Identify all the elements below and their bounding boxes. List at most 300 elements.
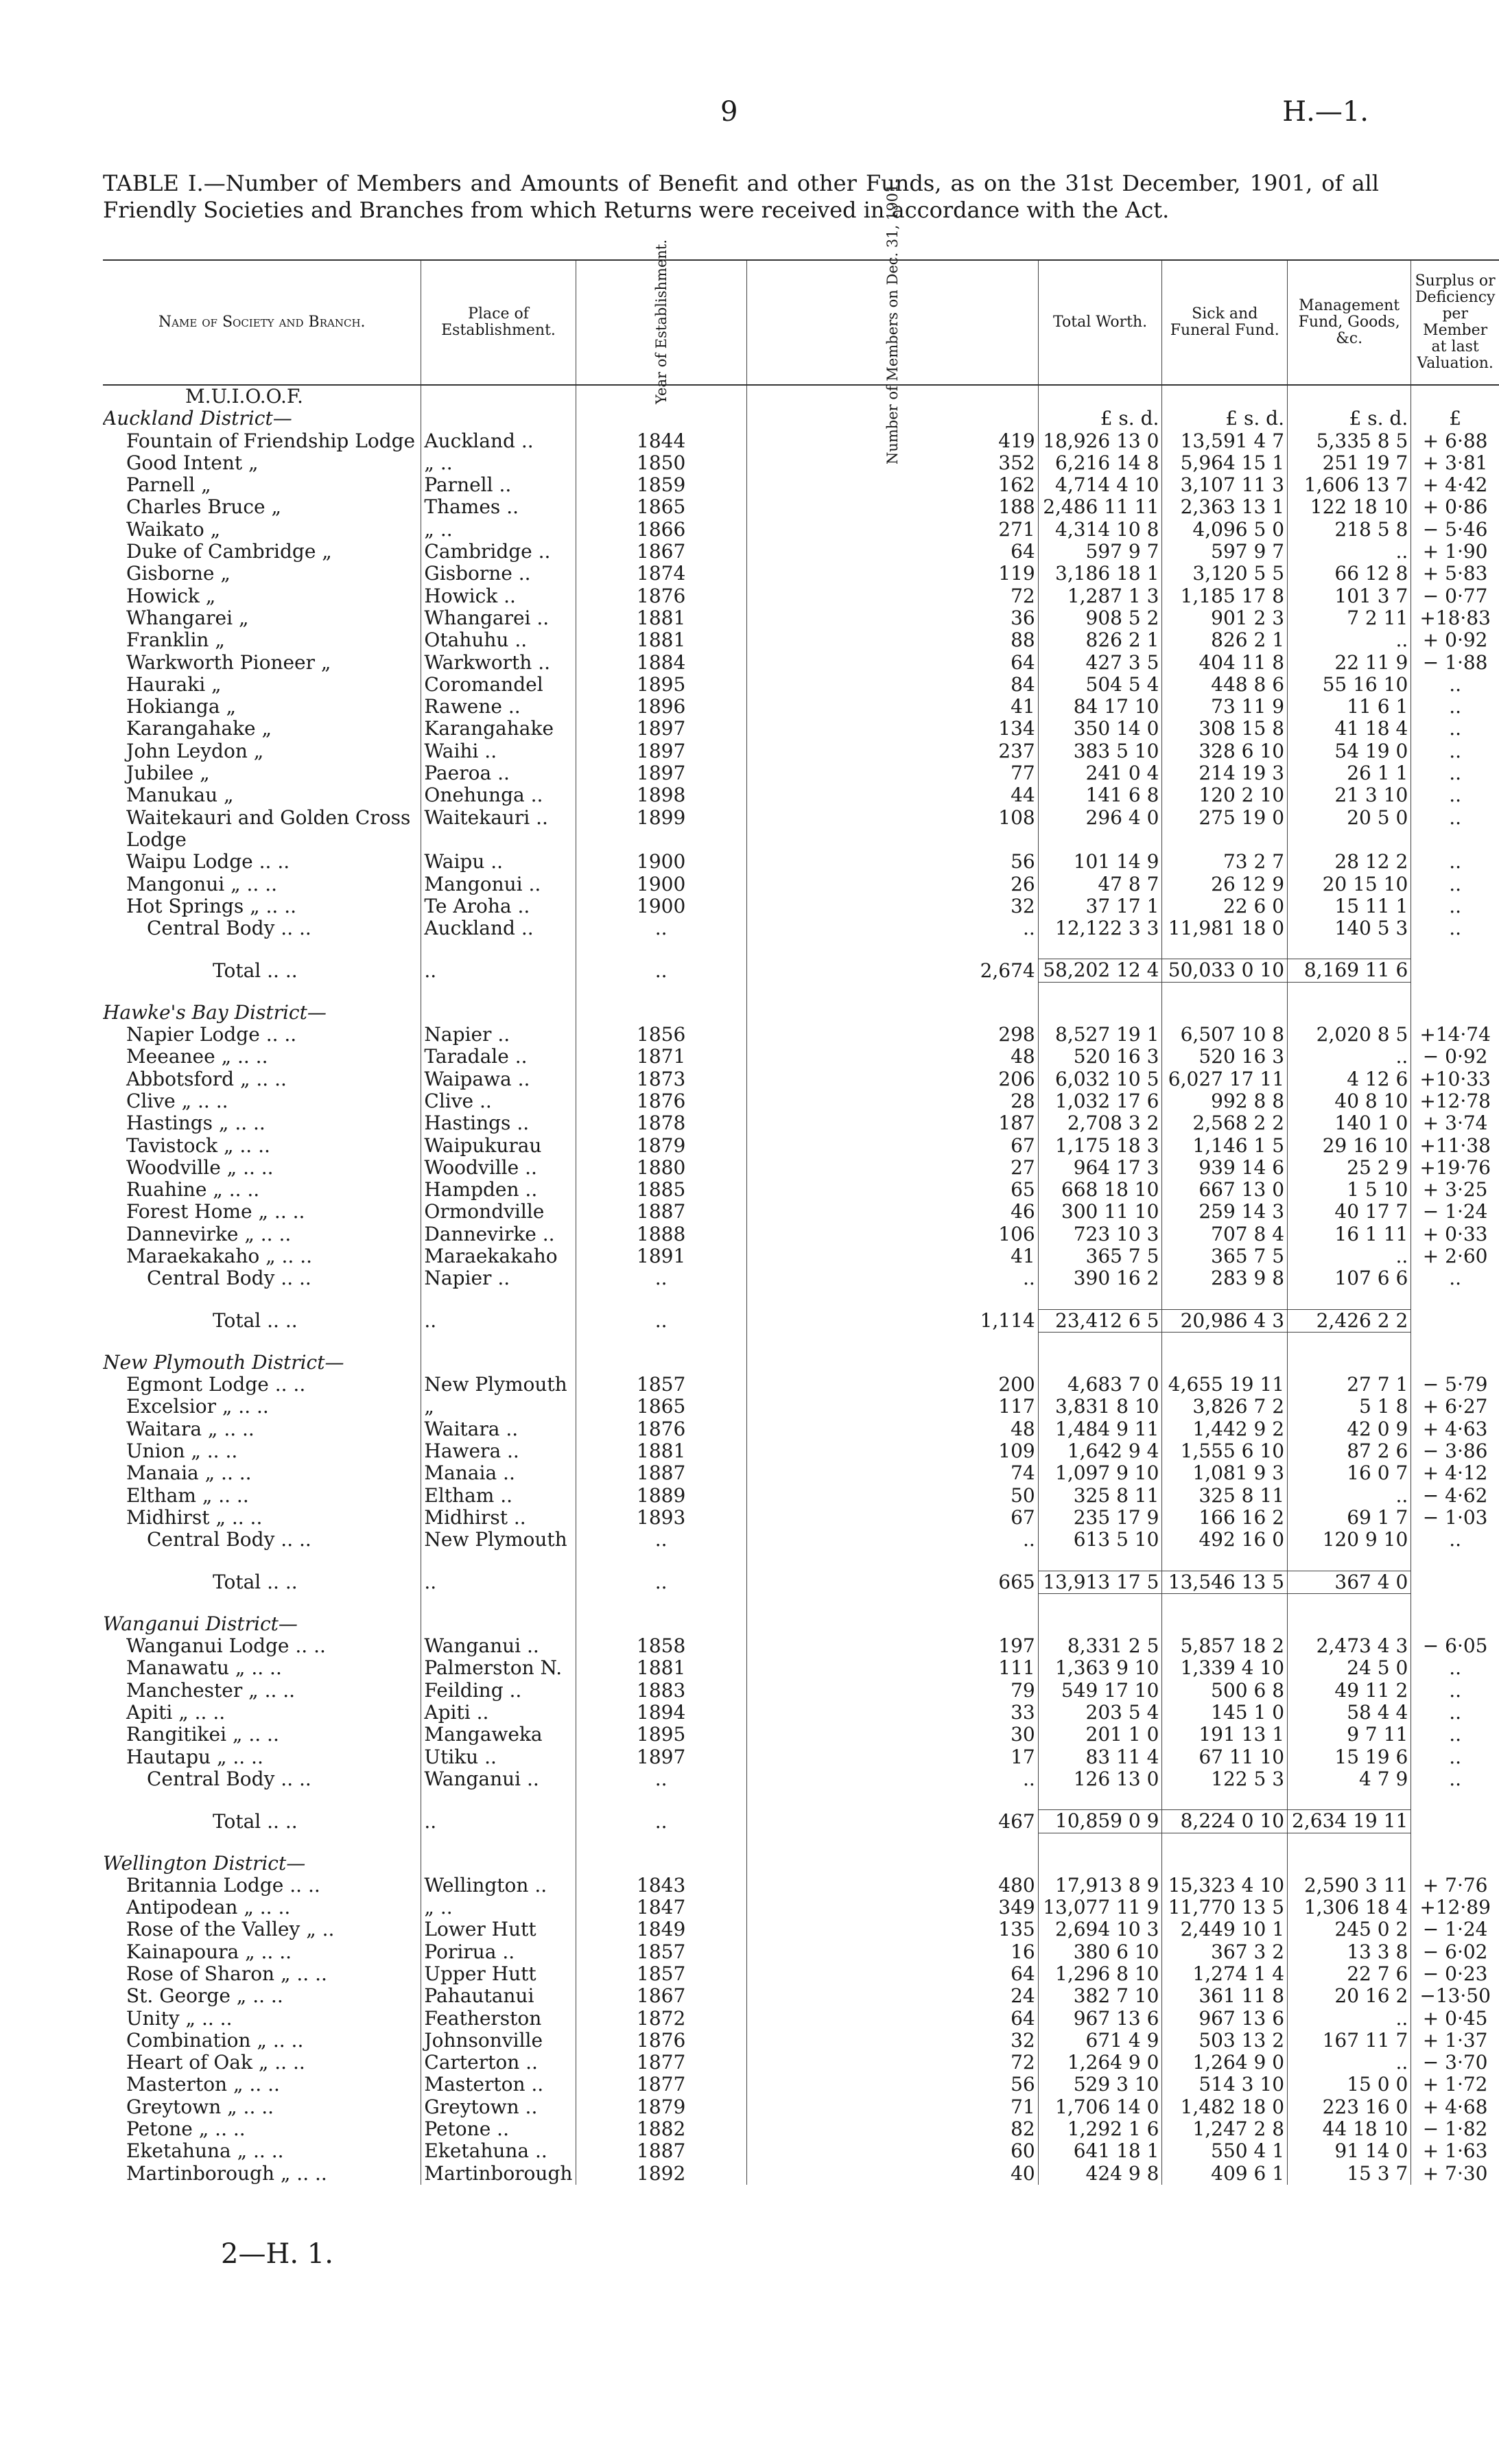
- cell-management-fund: 11 6 1: [1288, 696, 1411, 718]
- cell-surplus: − 0·77: [1411, 585, 1499, 607]
- cell-total-worth: 17,913 8 9: [1038, 1875, 1162, 1897]
- cell-surplus: ..: [1411, 1702, 1499, 1724]
- cell-surplus: + 4·42: [1411, 474, 1499, 496]
- cell-year: ..: [576, 1810, 746, 1833]
- cell-place: Paeroa ..: [421, 762, 576, 784]
- cell-name: Ruahine „ .. ..: [126, 1179, 260, 1201]
- cell-total-worth: 2,694 10 3: [1038, 1919, 1162, 1940]
- cell-total-worth: 641 18 1: [1038, 2140, 1162, 2162]
- cell-name: Central Body .. ..: [147, 1529, 311, 1551]
- cell-place: Waipu ..: [421, 851, 576, 873]
- cell-members: 1,114: [746, 1309, 1038, 1332]
- cell-management-fund: 49 11 2: [1288, 1680, 1411, 1702]
- cell-year: 1881: [576, 1657, 746, 1679]
- cell-sick-fund: 15,323 4 10: [1162, 1875, 1288, 1897]
- cell-members: [746, 1853, 1038, 1875]
- table-caption-label: TABLE I.: [103, 170, 204, 196]
- cell-management-fund: 20 15 10: [1288, 873, 1411, 895]
- cell-place: ..: [421, 1309, 576, 1332]
- table-row: [103, 674, 1499, 696]
- cell-year: 1891: [576, 1245, 746, 1267]
- table-row: [103, 895, 1499, 917]
- cell-management-fund: 40 17 7: [1288, 1201, 1411, 1223]
- cell-year: 1897: [576, 1746, 746, 1768]
- cell-management-fund: [1288, 385, 1411, 408]
- cell-members: 108: [746, 807, 1038, 829]
- cell-management-fund: 4 7 9: [1288, 1768, 1411, 1790]
- cell-total-worth: 6,216 14 8: [1038, 452, 1162, 474]
- cell-total-worth: 241 0 4: [1038, 762, 1162, 784]
- cell-name: [103, 1551, 421, 1571]
- cell-total-worth: [1038, 939, 1162, 959]
- cell-management-fund: 28 12 2: [1288, 851, 1411, 873]
- col-header-surplus: Surplus or Deficiency per Member at last Valuation.: [1411, 260, 1499, 385]
- cell-management-fund: 22 11 9: [1288, 652, 1411, 674]
- cell-surplus: + 4·63: [1411, 1418, 1499, 1440]
- cell-management-fund: [1288, 1833, 1411, 1853]
- cell-management-fund: [1288, 982, 1411, 1002]
- cell-year: 1878: [576, 1112, 746, 1134]
- cell-name: [103, 939, 421, 959]
- cell-sick-fund: 967 13 6: [1162, 2008, 1288, 2030]
- cell-year: 1881: [576, 629, 746, 651]
- table-row: [103, 1179, 1499, 1201]
- cell-name: Antipodean „ .. ..: [126, 1897, 291, 1919]
- cell-name: Gisborne „: [126, 563, 231, 585]
- cell-surplus: − 1·24: [1411, 1201, 1499, 1223]
- col-header-year-text: Year of Establishment.: [652, 239, 670, 405]
- col-header-total-worth: Total Worth.: [1038, 260, 1162, 385]
- cell-surplus: − 3·70: [1411, 2052, 1499, 2074]
- table-row: [103, 1635, 1499, 1657]
- cell-members: 26: [746, 873, 1038, 895]
- cell-year: 1847: [576, 1897, 746, 1919]
- cell-members: 84: [746, 674, 1038, 696]
- cell-total-worth: 13,913 17 5: [1038, 1571, 1162, 1593]
- cell-name: Good Intent „: [126, 451, 259, 474]
- cell-place: [421, 1332, 576, 1352]
- cell-sick-fund: 308 15 8: [1162, 718, 1288, 740]
- cell-total-worth: 427 3 5: [1038, 652, 1162, 674]
- cell-total-worth: 126 13 0: [1038, 1768, 1162, 1790]
- table-row: [103, 1112, 1499, 1134]
- cell-name: Duke of Cambridge „: [126, 541, 332, 563]
- table-row: [103, 1046, 1499, 1068]
- cell-name: [103, 1290, 421, 1310]
- cell-year: ..: [576, 1768, 746, 1790]
- cell-members: 117: [746, 1396, 1038, 1418]
- cell-management-fund: 367 4 0: [1288, 1571, 1411, 1593]
- cell-sick-fund: 26 12 9: [1162, 873, 1288, 895]
- cell-total-worth: 203 5 4: [1038, 1702, 1162, 1724]
- cell-surplus: ..: [1411, 762, 1499, 784]
- cell-surplus: [1411, 1352, 1499, 1374]
- cell-management-fund: 5 1 8: [1288, 1396, 1411, 1418]
- cell-management-fund: 218 5 8: [1288, 519, 1411, 541]
- table-row: [103, 519, 1499, 541]
- cell-place: Midhirst ..: [421, 1507, 576, 1529]
- cell-place: [421, 1551, 576, 1571]
- cell-surplus: [1411, 1002, 1499, 1024]
- cell-name: Charles Bruce „: [126, 496, 281, 519]
- table-row: [103, 1485, 1499, 1507]
- cell-surplus: [1411, 1790, 1499, 1810]
- table-row: [103, 1201, 1499, 1223]
- cell-place: Waitara ..: [421, 1418, 576, 1440]
- cell-place: [421, 1853, 576, 1875]
- cell-year: 1872: [576, 2008, 746, 2030]
- cell-name: Tavistock „ .. ..: [126, 1134, 270, 1157]
- cell-name: Excelsior „ .. ..: [126, 1396, 269, 1418]
- cell-total-worth: [1038, 1593, 1162, 1613]
- cell-members: [746, 1833, 1038, 1853]
- cell-total-worth: 967 13 6: [1038, 2008, 1162, 2030]
- cell-management-fund: 2,426 2 2: [1288, 1309, 1411, 1332]
- cell-surplus: + 6·88: [1411, 430, 1499, 452]
- cell-year: 1874: [576, 563, 746, 585]
- cell-place: Onehunga ..: [421, 784, 576, 806]
- cell-sick-fund: 1,482 18 0: [1162, 2096, 1288, 2118]
- col-header-year: [576, 239, 746, 405]
- cell-sick-fund: 328 6 10: [1162, 740, 1288, 762]
- table-row: [103, 452, 1499, 474]
- cell-sick-fund: 1,247 2 8: [1162, 2118, 1288, 2140]
- cell-total-worth: 58,202 12 4: [1038, 959, 1162, 982]
- cell-surplus: + 0·86: [1411, 496, 1499, 518]
- table-header-row: [103, 260, 1499, 385]
- cell-management-fund: 22 7 6: [1288, 1963, 1411, 1985]
- cell-total-worth: 1,175 18 3: [1038, 1135, 1162, 1157]
- cell-sick-fund: 22 6 0: [1162, 895, 1288, 917]
- cell-sick-fund: [1162, 1790, 1288, 1810]
- cell-members: 56: [746, 851, 1038, 873]
- total-row: [103, 1309, 1499, 1332]
- cell-management-fund: 20 16 2: [1288, 1985, 1411, 2007]
- cell-management-fund: 7 2 11: [1288, 607, 1411, 629]
- cell-members: 67: [746, 1135, 1038, 1157]
- cell-members: 88: [746, 629, 1038, 651]
- cell-year: 1849: [576, 1919, 746, 1940]
- cell-year: 1876: [576, 1090, 746, 1112]
- cell-members: [746, 1332, 1038, 1352]
- cell-members: 106: [746, 1223, 1038, 1245]
- cell-members: 46: [746, 1201, 1038, 1223]
- cell-surplus: ..: [1411, 807, 1499, 829]
- cell-members: 41: [746, 1245, 1038, 1267]
- spacer-row: [103, 939, 1499, 959]
- cell-name: Waitekauri and Golden Cross: [126, 806, 411, 829]
- cell-management-fund: [1288, 1613, 1411, 1635]
- cell-management-fund: ..: [1288, 2008, 1411, 2030]
- cell-members: 206: [746, 1068, 1038, 1090]
- cell-year: 1887: [576, 1462, 746, 1484]
- cell-management-fund: [1288, 1551, 1411, 1571]
- cell-management-fund: 2,473 4 3: [1288, 1635, 1411, 1657]
- cell-surplus: + 1·37: [1411, 2030, 1499, 2052]
- cell-place: Apiti ..: [421, 1702, 576, 1724]
- cell-name: Clive „ .. ..: [126, 1090, 228, 1112]
- cell-total-worth: [1038, 1002, 1162, 1024]
- cell-sick-fund: 992 8 8: [1162, 1090, 1288, 1112]
- cell-year: [576, 1833, 746, 1853]
- table-row: [103, 740, 1499, 762]
- cell-total-worth: 1,097 9 10: [1038, 1462, 1162, 1484]
- cell-surplus: + 3·25: [1411, 1179, 1499, 1201]
- cell-name: Combination „ .. ..: [126, 2029, 304, 2052]
- cell-sick-fund: 520 16 3: [1162, 1046, 1288, 1068]
- cell-total-worth: 1,706 14 0: [1038, 2096, 1162, 2118]
- cell-surplus: [1411, 1332, 1499, 1352]
- cell-surplus: ..: [1411, 1657, 1499, 1679]
- cell-members: 67: [746, 1507, 1038, 1529]
- cell-management-fund: 40 8 10: [1288, 1090, 1411, 1112]
- cell-management-fund: 69 1 7: [1288, 1507, 1411, 1529]
- cell-name: Fountain of Friendship Lodge: [126, 430, 416, 452]
- cell-members: [746, 1613, 1038, 1635]
- cell-place: [421, 1002, 576, 1024]
- cell-year: 1889: [576, 1485, 746, 1507]
- cell-year: 1900: [576, 873, 746, 895]
- cell-management-fund: £ s. d.: [1288, 408, 1411, 430]
- cell-name: Eketahuna „ .. ..: [126, 2140, 284, 2163]
- cell-place: Johnsonville: [421, 2030, 576, 2052]
- cell-place: Waihi ..: [421, 740, 576, 762]
- district-header-row: [103, 1853, 1499, 1875]
- cell-management-fund: 2,634 19 11: [1288, 1810, 1411, 1833]
- cell-place: Hastings ..: [421, 1112, 576, 1134]
- cell-members: 48: [746, 1046, 1038, 1068]
- cell-name: Lodge: [126, 828, 187, 851]
- cell-members: [746, 1290, 1038, 1310]
- cell-surplus: [1411, 1551, 1499, 1571]
- cell-sick-fund: 20,986 4 3: [1162, 1309, 1288, 1332]
- cell-management-fund: [1288, 1352, 1411, 1374]
- total-row: [103, 1810, 1499, 1833]
- table-row: [103, 563, 1499, 585]
- cell-place: Hawera ..: [421, 1440, 576, 1462]
- cell-year: 1897: [576, 718, 746, 740]
- cell-name: [103, 1833, 421, 1853]
- cell-year: [576, 982, 746, 1002]
- cell-place: Ormondville: [421, 1201, 576, 1223]
- cell-management-fund: 1 5 10: [1288, 1179, 1411, 1201]
- cell-place: „ ..: [421, 519, 576, 541]
- cell-members: 162: [746, 474, 1038, 496]
- cell-place: Wellington ..: [421, 1875, 576, 1897]
- table-row: [103, 1702, 1499, 1724]
- cell-total-worth: [1038, 1613, 1162, 1635]
- cell-year: 1866: [576, 519, 746, 541]
- cell-name: Wanganui Lodge .. ..: [126, 1635, 326, 1658]
- cell-members: 349: [746, 1897, 1038, 1919]
- cell-management-fund: 66 12 8: [1288, 563, 1411, 585]
- cell-management-fund: 26 1 1: [1288, 762, 1411, 784]
- cell-members: 17: [746, 1746, 1038, 1768]
- table-row: [103, 873, 1499, 895]
- cell-management-fund: 24 5 0: [1288, 1657, 1411, 1679]
- cell-surplus: [1411, 1833, 1499, 1853]
- cell-surplus: − 1·03: [1411, 1507, 1499, 1529]
- cell-place: Feilding ..: [421, 1680, 576, 1702]
- cell-total-worth: 826 2 1: [1038, 629, 1162, 651]
- cell-sick-fund: 1,146 1 5: [1162, 1135, 1288, 1157]
- cell-name: Karangahake „: [126, 718, 272, 740]
- cell-total-worth: £ s. d.: [1038, 408, 1162, 430]
- cell-members: 64: [746, 2008, 1038, 2030]
- cell-name: Waipu Lodge .. ..: [126, 851, 290, 873]
- cell-sick-fund: 11,981 18 0: [1162, 917, 1288, 939]
- cell-total-worth: 2,708 3 2: [1038, 1112, 1162, 1134]
- table-row: [103, 1462, 1499, 1484]
- cell-name: [103, 982, 421, 1002]
- table-row: [103, 1941, 1499, 1963]
- cell-year: 1883: [576, 1680, 746, 1702]
- cell-name: New Plymouth District—: [103, 1351, 344, 1374]
- cell-name: Rangitikei „ .. ..: [126, 1724, 279, 1746]
- cell-sick-fund: 1,442 9 2: [1162, 1418, 1288, 1440]
- cell-management-fund: 15 19 6: [1288, 1746, 1411, 1768]
- cell-sick-fund: 3,120 5 5: [1162, 563, 1288, 585]
- cell-members: 119: [746, 563, 1038, 585]
- cell-surplus: − 0·23: [1411, 1963, 1499, 1985]
- cell-members: ..: [746, 917, 1038, 939]
- table-row: [103, 829, 1499, 851]
- cell-surplus: [1411, 982, 1499, 1002]
- cell-name: Franklin „: [126, 629, 225, 652]
- cell-year: 1879: [576, 1135, 746, 1157]
- cell-place: Gisborne ..: [421, 563, 576, 585]
- table-row: [103, 1245, 1499, 1267]
- cell-surplus: −13·50: [1411, 1985, 1499, 2007]
- cell-total-worth: [1038, 1332, 1162, 1352]
- cell-sick-fund: 3,826 7 2: [1162, 1396, 1288, 1418]
- table-row: [103, 1657, 1499, 1679]
- cell-management-fund: 5,335 8 5: [1288, 430, 1411, 452]
- cell-year: ..: [576, 1267, 746, 1289]
- cell-management-fund: 20 5 0: [1288, 807, 1411, 829]
- cell-year: [576, 1352, 746, 1374]
- cell-sick-fund: 122 5 3: [1162, 1768, 1288, 1790]
- cell-total-worth: 1,292 1 6: [1038, 2118, 1162, 2140]
- cell-place: Karangahake: [421, 718, 576, 740]
- cell-management-fund: ..: [1288, 1245, 1411, 1267]
- cell-sick-fund: [1162, 1551, 1288, 1571]
- cell-name: [103, 1332, 421, 1352]
- cell-name: Total .. ..: [213, 1309, 298, 1333]
- cell-name: Union „ .. ..: [126, 1440, 238, 1463]
- cell-place: Auckland ..: [421, 917, 576, 939]
- cell-members: 72: [746, 585, 1038, 607]
- cell-place: Hampden ..: [421, 1179, 576, 1201]
- cell-sick-fund: [1162, 1352, 1288, 1374]
- cell-sick-fund: 50,033 0 10: [1162, 959, 1288, 982]
- cell-sick-fund: 191 13 1: [1162, 1724, 1288, 1746]
- cell-place: Palmerston N.: [421, 1657, 576, 1679]
- cell-name: Waikato „: [126, 518, 221, 541]
- cell-year: [576, 1853, 746, 1875]
- table-row: [103, 1680, 1499, 1702]
- cell-management-fund: 41 18 4: [1288, 718, 1411, 740]
- cell-place: Lower Hutt: [421, 1919, 576, 1940]
- cell-place: Howick ..: [421, 585, 576, 607]
- cell-members: 60: [746, 2140, 1038, 2162]
- cell-total-worth: 424 9 8: [1038, 2163, 1162, 2185]
- cell-sick-fund: 283 9 8: [1162, 1267, 1288, 1289]
- cell-sick-fund: 3,107 11 3: [1162, 474, 1288, 496]
- cell-sick-fund: [1162, 939, 1288, 959]
- cell-year: 1900: [576, 895, 746, 917]
- cell-name: Napier Lodge .. ..: [126, 1024, 297, 1046]
- cell-surplus: [1411, 1613, 1499, 1635]
- cell-name: Rose of Sharon „ .. ..: [126, 1963, 327, 1985]
- cell-name: Woodville „ .. ..: [126, 1156, 274, 1179]
- cell-members: 237: [746, 740, 1038, 762]
- cell-members: 419: [746, 430, 1038, 452]
- cell-members: 188: [746, 496, 1038, 518]
- cell-total-worth: 84 17 10: [1038, 696, 1162, 718]
- cell-members: 298: [746, 1024, 1038, 1046]
- cell-name: Kainapoura „ .. ..: [126, 1940, 292, 1963]
- cell-place: New Plymouth: [421, 1374, 576, 1396]
- cell-sick-fund: 275 19 0: [1162, 807, 1288, 829]
- cell-year: [576, 1332, 746, 1352]
- cell-total-worth: 908 5 2: [1038, 607, 1162, 629]
- spacer-row: [103, 982, 1499, 1002]
- cell-sick-fund: 6,507 10 8: [1162, 1024, 1288, 1046]
- district-header-row: [103, 1352, 1499, 1374]
- cell-place: „ ..: [421, 452, 576, 474]
- cell-year: 1865: [576, 1396, 746, 1418]
- cell-sick-fund: 361 11 8: [1162, 1985, 1288, 2007]
- cell-place: [421, 385, 576, 408]
- cell-surplus: + 0·45: [1411, 2008, 1499, 2030]
- cell-year: 1892: [576, 2163, 746, 2185]
- cell-total-worth: 2,486 11 11: [1038, 496, 1162, 518]
- cell-total-worth: 3,186 18 1: [1038, 563, 1162, 585]
- cell-sick-fund: [1162, 1332, 1288, 1352]
- cell-name: Unity „ .. ..: [126, 2007, 233, 2030]
- cell-surplus: + 7·30: [1411, 2163, 1499, 2185]
- cell-surplus: [1411, 1290, 1499, 1310]
- cell-sick-fund: 13,591 4 7: [1162, 430, 1288, 452]
- cell-year: 1900: [576, 851, 746, 873]
- cell-members: 74: [746, 1462, 1038, 1484]
- table-row: [103, 1374, 1499, 1396]
- spacer-row: [103, 1332, 1499, 1352]
- cell-total-worth: 101 14 9: [1038, 851, 1162, 873]
- table-row: [103, 762, 1499, 784]
- cell-sick-fund: 500 6 8: [1162, 1680, 1288, 1702]
- cell-place: Maraekakaho: [421, 1245, 576, 1267]
- cell-management-fund: 8,169 11 6: [1288, 959, 1411, 982]
- cell-members: 467: [746, 1810, 1038, 1833]
- cell-sick-fund: 120 2 10: [1162, 784, 1288, 806]
- cell-surplus: [1411, 385, 1499, 408]
- table-row: [103, 1090, 1499, 1112]
- cell-management-fund: 2,590 3 11: [1288, 1875, 1411, 1897]
- table-row: [103, 718, 1499, 740]
- cell-sick-fund: 13,546 13 5: [1162, 1571, 1288, 1593]
- cell-management-fund: [1288, 1290, 1411, 1310]
- table-row: [103, 1897, 1499, 1919]
- cell-surplus: + 3·74: [1411, 1112, 1499, 1134]
- cell-total-worth: 390 16 2: [1038, 1267, 1162, 1289]
- cell-place: ..: [421, 1571, 576, 1593]
- cell-place: „ ..: [421, 1897, 576, 1919]
- cell-name: Rose of the Valley „ ..: [126, 1919, 335, 1941]
- cell-total-worth: 383 5 10: [1038, 740, 1162, 762]
- cell-management-fund: 21 3 10: [1288, 784, 1411, 806]
